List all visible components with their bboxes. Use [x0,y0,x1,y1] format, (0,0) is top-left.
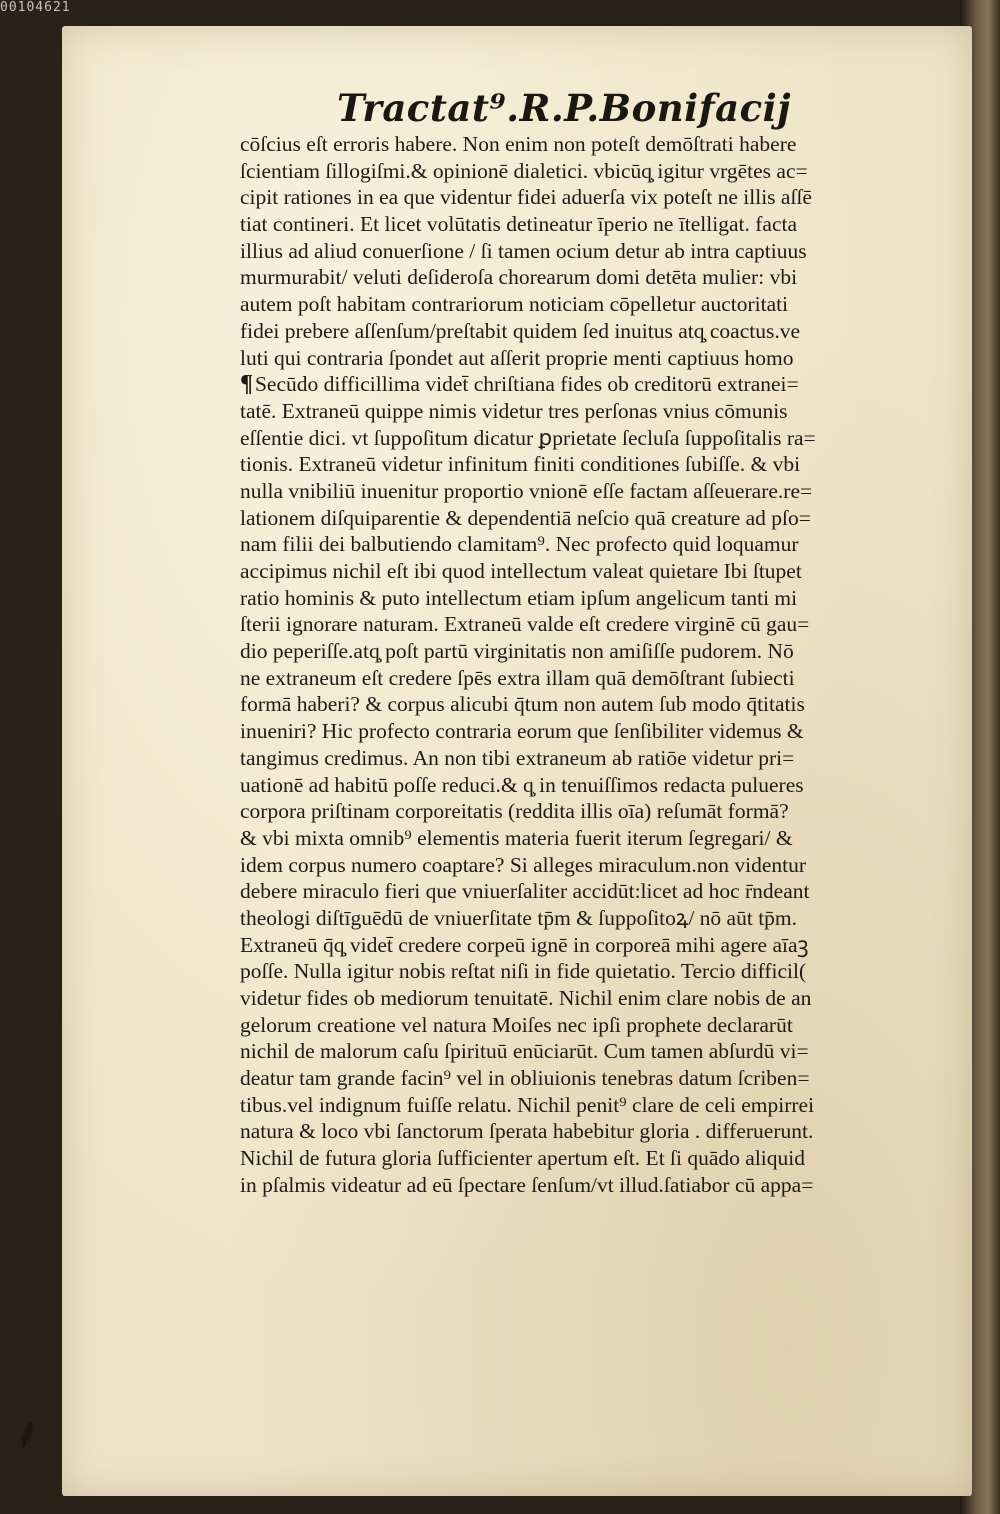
text-line: murmurabit/ veluti deſideroſa chorearum domi detēta mulier: vbi [240,265,798,290]
book-page [62,26,972,1496]
text-line: luti qui contraria ſpondet aut aſſerit proprie menti captiuus homo [240,345,794,370]
text-line: accipimus nichil eſt ibi quod intellectum valeat quietare Ibi ſtupet [240,559,802,583]
pilcrow-icon: ¶ [240,371,253,398]
text-line: nichil de malorum caſu ſpirituū enūciarūt. Cum tamen abſurdū vi= [240,1039,809,1064]
text-line: nulla vnibiliū inuenitur proportio vnionē eſſe factam aſſeuerare.re= [240,478,813,503]
text-line: tibus.vel indignum fuiſſe relatu. Nichil penit⁹ clare de celi empirrei [240,1092,815,1117]
text-line: videtur fides ob mediorum tenuitatē. Nichil enim clare nobis de an [240,986,812,1010]
ink-mark-icon: ⸙ [8,1408,47,1460]
text-line: tatē. Extraneū quippe nimis videtur tres perſonas vnius cōmunis [240,398,788,423]
text-line: tionis. Extraneū videtur infinitum finiti conditiones ſubiſſe. & vbi [240,452,801,477]
text-line: fidei prebere aſſenſum/preſtabit quidem ſed inuitus atq̧ coactus.ve [240,318,801,343]
text-line: inueniri? Hic profecto contraria eorum que ſenſibiliter videmus & [240,719,804,744]
text-line: cipit rationes in ea que videntur fidei aduerſa vix poteſt ne illis aſſē [240,185,812,210]
text-line: nam filii dei balbutiendo clamitam⁹. Nec profecto quid loquamur [240,532,799,557]
text-line: theologi diſtīguēdū de vniuerſitate tp̄m & ſuppoſitoꝝ/ nō aūt tp̄m. [240,905,798,930]
text-line: illius ad aliud conuerſione / ſi tamen ocium detur ab intra captiuus [240,238,807,263]
text-line: idem corpus numero coaptare? Si alleges miraculum.non videntur [240,852,806,877]
text-line: autem poſt habitam contrariorum noticiam cōpelletur auctoritati [240,292,789,317]
text-line: poſſe. Nulla igitur nobis reſtat niſi in fide quietatio. Tercio difficil( [240,959,807,984]
text-line-with-pilcrow [240,371,975,398]
text-line: ne extraneum eſt credere ſpēs extra illam quā demōſtrant ſubiecti [240,665,795,690]
text-line: ſterii ignorare naturam. Extraneū valde eſt credere virginē cū gau= [240,612,810,637]
text-line: in pſalmis videatur ad eū ſpectare ſenſum/vt illud.ſatiabor cū appa= [240,1172,814,1197]
text-line: & vbi mixta omnib⁹ elementis materia fuerit iterum ſegregari/ & [240,825,793,850]
text-line: natura & loco vbi ſanctorum ſperata habebitur gloria . differuerunt. [240,1119,814,1144]
text-line: formā haberi? & corpus alicubi q̄tum non autem ſub modo q̄titatis [240,692,805,717]
text-line: cōſcius eſt erroris habere. Non enim non poteſt demōſtrati habere [240,132,797,156]
text-line: ſcientiam ſillogiſmi.& opinionē dialetici. vbicūq̧ igitur vrgētes ac= [240,158,808,183]
running-head: Tractat⁹.R.P.Bonifacij [337,86,792,130]
scan-id-label: 00104621 [0,0,71,15]
text-line: Nichil de futura gloria ſufficienter apertum eſt. Et ſi quādo aliquid [240,1146,805,1171]
text-line: eſſentie dici. vt ſuppoſitum dicatur ꝑprietate ſecluſa ſuppoſitalis ra= [240,425,816,450]
text-line: gelorum creatione vel natura Moiſes nec ipſi prophete declararūt [240,1012,793,1037]
text-line: uationē ad habitū poſſe reduci.& q̧ in tenuiſſimos redacta pulueres [240,772,804,797]
text-line: tiat contineri. Et licet volūtatis detineatur īperio ne ītelligat. facta [240,212,798,237]
text-line: debere miraculo fieri que vniuerſaliter accidūt:licet ad hoc r̄ndeant [240,879,810,904]
text-line: ratio hominis & puto intellectum etiam ipſum angelicum tanti mi [240,585,798,610]
text-block [240,131,975,1199]
text-line: Extraneū q̄q̧ videt̄ credere corpeū ignē in corporeā mihi agere aīaꝫ [240,932,809,957]
text-line: tangimus credimus. An non tibi extraneum ab ratiōe videtur pri= [240,745,795,770]
text-line: Secūdo difficillima videt̄ chriſtiana fides ob creditorū extranei= [254,372,799,397]
text-line: dio peperiſſe.atq̧ poſt partū virginitatis non amiſiſſe pudorem. Nō [240,639,794,664]
text-line: corpora priſtinam corporeitatis (reddita illis oīa) reſumāt formā? [240,799,789,824]
text-line: lationem diſquiparentie & dependentiā neſcio quā creature ad pſo= [240,505,811,530]
text-line: deatur tam grande facin⁹ vel in obliuionis tenebras datum ſcriben= [240,1066,810,1091]
